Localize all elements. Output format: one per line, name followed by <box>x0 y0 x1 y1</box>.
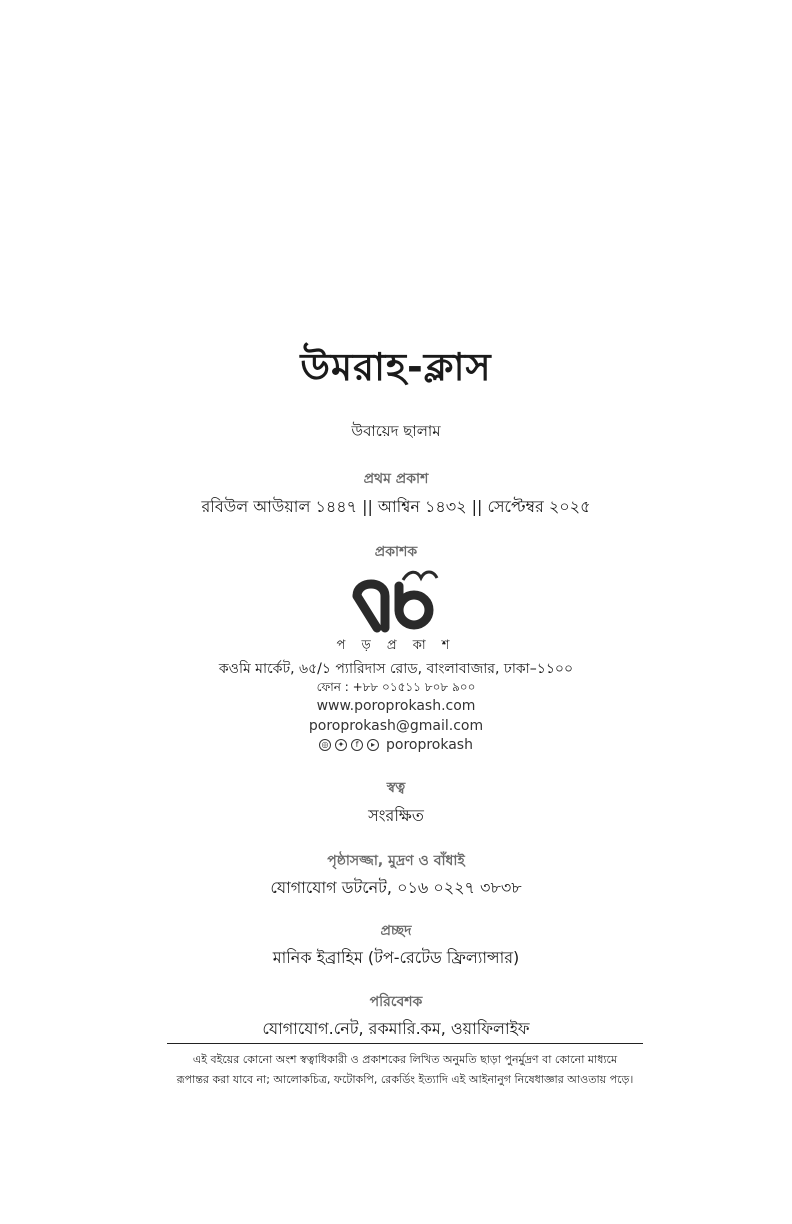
publisher-logo <box>0 566 792 636</box>
instagram-icon[interactable]: ◎ <box>319 739 331 751</box>
youtube-icon[interactable]: ▸ <box>367 739 379 751</box>
book-title: উমরাহ-ক্লাস <box>300 345 492 389</box>
copyright-notice <box>160 1050 650 1090</box>
distributor-label: পরিবেশক <box>369 994 423 1010</box>
social-links <box>0 737 792 753</box>
cover-label: প্রচ্ছদ <box>380 923 412 939</box>
publisher-address: কওমি মার্কেট, ৬৫/১ প্যারিদাস রোড, বাংলাবাজার, ঢাকা–১১০০ <box>218 661 574 677</box>
copyright-value: সংরক্ষিত <box>368 806 424 825</box>
distributor-value: যোগাযোগ.নেট, রকমারি.কম, ওয়াফিলাইফ <box>262 1019 530 1038</box>
social-handle[interactable]: poroprokash <box>386 737 473 753</box>
notice-line-1: এই বইয়ের কোনো অংশ স্বত্বাধিকারী ও প্রকাশকের লিখিত অনুমতি ছাড়া পুনর্মুদ্রণ বা কোনো মাধ্যমে <box>192 1053 618 1066</box>
first-edition-label: প্রথম প্রকাশ <box>363 471 429 487</box>
publisher-website[interactable]: www.poroprokash.com <box>316 698 476 714</box>
notice-line-2: রূপান্তর করা যাবে না; আলোকচিত্র, ফটোকপি, রেকর্ডিং ইত্যাদি এই আইনানুগ নিষেধাজ্ঞার আওতায় পড়ে। <box>176 1073 634 1086</box>
design-print-label: পৃষ্ঠাসজ্জা, মুদ্রণ ও বাঁধাই <box>327 853 465 869</box>
copyright-label: স্বত্ব <box>386 780 406 796</box>
publisher-label: প্রকাশক <box>374 544 418 560</box>
twitter-icon[interactable]: ✦ <box>335 739 347 751</box>
facebook-icon[interactable]: f <box>351 739 363 751</box>
publisher-email[interactable]: poroprokash@gmail.com <box>308 718 484 734</box>
publisher-name: প ড় প্র কা শ <box>336 638 456 653</box>
design-print-value: যোগাযোগ ডটনেট, ০১৬ ০২২৭ ৩৮৩৮ <box>270 878 522 897</box>
author-name: উবায়েদ ছালাম <box>351 422 441 440</box>
publisher-phone: ফোন : +৮৮ ০১৫১১ ৮০৮ ৯০০ <box>316 680 476 694</box>
notice-divider <box>167 1043 643 1044</box>
first-edition-date: রবিউল আউয়াল ১৪৪৭ || আশ্বিন ১৪৩২ || সেপ্টেম্বর ২০২৫ <box>201 497 591 516</box>
cover-artist: মানিক ইব্রাহিম (টপ-রেটেড ফ্রিল্যান্সার) <box>272 948 520 967</box>
